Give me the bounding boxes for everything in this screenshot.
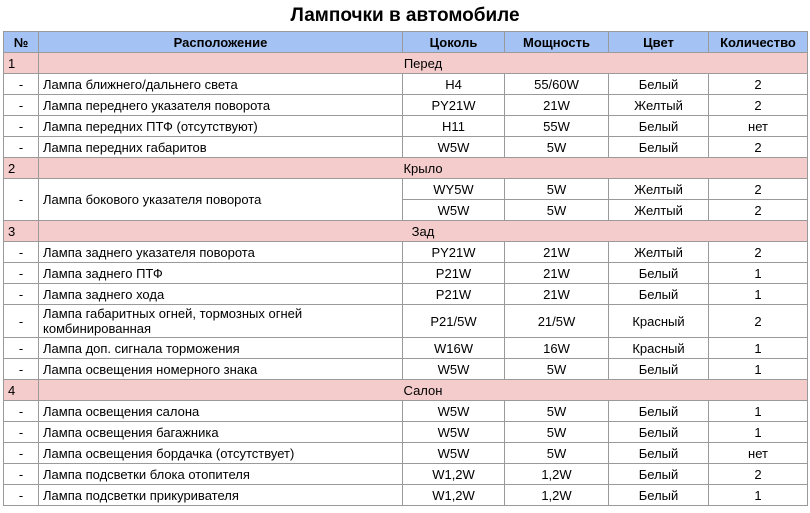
row-location: Лампа подсветки прикуривателя xyxy=(39,485,403,506)
row-color: Красный xyxy=(609,305,709,338)
table-row xyxy=(4,401,808,422)
row-location: Лампа освещения бордачка (отсутствует) xyxy=(39,443,403,464)
row-power: 16W xyxy=(505,338,609,359)
row-power: 5W xyxy=(505,401,609,422)
row-power: 5W xyxy=(505,200,609,221)
header-row xyxy=(4,32,808,53)
row-qty: 2 xyxy=(709,74,808,95)
row-num: - xyxy=(4,338,39,359)
row-color: Белый xyxy=(609,284,709,305)
row-color: Белый xyxy=(609,443,709,464)
row-num: - xyxy=(4,422,39,443)
row-location: Лампа доп. сигнала торможения xyxy=(39,338,403,359)
row-power: 21W xyxy=(505,242,609,263)
row-num: - xyxy=(4,359,39,380)
row-qty: 2 xyxy=(709,305,808,338)
row-color: Желтый xyxy=(609,95,709,116)
row-socket: P21/5W xyxy=(403,305,505,338)
row-socket: W16W xyxy=(403,338,505,359)
header-power: Мощность xyxy=(505,32,609,53)
row-num: - xyxy=(4,305,39,338)
row-power: 21W xyxy=(505,284,609,305)
row-socket: H11 xyxy=(403,116,505,137)
section-name: Перед xyxy=(39,53,808,74)
row-color: Белый xyxy=(609,401,709,422)
table-row xyxy=(4,263,808,284)
table-row xyxy=(4,95,808,116)
section-num: 3 xyxy=(4,221,39,242)
row-location: Лампа ближнего/дальнего света xyxy=(39,74,403,95)
row-qty: 2 xyxy=(709,179,808,200)
table-row xyxy=(4,242,808,263)
row-power: 55/60W xyxy=(505,74,609,95)
table-row xyxy=(4,422,808,443)
row-location: Лампа переднего указателя поворота xyxy=(39,95,403,116)
row-power: 21/5W xyxy=(505,305,609,338)
row-location: Лампа освещения салона xyxy=(39,401,403,422)
row-qty: 2 xyxy=(709,95,808,116)
row-socket: W5W xyxy=(403,443,505,464)
section-num: 4 xyxy=(4,380,39,401)
row-socket: W1,2W xyxy=(403,464,505,485)
row-color: Красный xyxy=(609,338,709,359)
section-name: Зад xyxy=(39,221,808,242)
row-location: Лампа габаритных огней, тормозных огней комбинированная xyxy=(39,305,403,338)
header-color: Цвет xyxy=(609,32,709,53)
row-qty: 2 xyxy=(709,200,808,221)
row-qty: 2 xyxy=(709,464,808,485)
section-row-front xyxy=(4,53,808,74)
row-power: 5W xyxy=(505,359,609,380)
row-location: Лампа освещения багажника xyxy=(39,422,403,443)
table-row xyxy=(4,179,808,200)
row-qty: 2 xyxy=(709,137,808,158)
table-row xyxy=(4,137,808,158)
row-color: Белый xyxy=(609,422,709,443)
row-num: - xyxy=(4,464,39,485)
row-qty: нет xyxy=(709,443,808,464)
row-location: Лампа передних габаритов xyxy=(39,137,403,158)
row-power: 5W xyxy=(505,443,609,464)
row-num: - xyxy=(4,95,39,116)
row-location: Лампа заднего хода xyxy=(39,284,403,305)
section-name: Салон xyxy=(39,380,808,401)
row-color: Белый xyxy=(609,263,709,284)
row-socket: P21W xyxy=(403,284,505,305)
table-row xyxy=(4,284,808,305)
row-qty: 1 xyxy=(709,422,808,443)
header-num: № xyxy=(4,32,39,53)
row-qty: 2 xyxy=(709,242,808,263)
row-num: - xyxy=(4,485,39,506)
row-location: Лампа бокового указателя поворота xyxy=(39,179,403,221)
header-location: Расположение xyxy=(39,32,403,53)
row-location: Лампа освещения номерного знака xyxy=(39,359,403,380)
row-qty: нет xyxy=(709,116,808,137)
row-socket: W5W xyxy=(403,359,505,380)
row-num: - xyxy=(4,284,39,305)
row-color: Желтый xyxy=(609,242,709,263)
row-socket: W5W xyxy=(403,401,505,422)
row-qty: 1 xyxy=(709,338,808,359)
header-socket: Цоколь xyxy=(403,32,505,53)
table-row xyxy=(4,464,808,485)
row-power: 1,2W xyxy=(505,485,609,506)
row-power: 21W xyxy=(505,263,609,284)
header-qty: Количество xyxy=(709,32,808,53)
row-color: Желтый xyxy=(609,179,709,200)
row-socket: W1,2W xyxy=(403,485,505,506)
row-num: - xyxy=(4,137,39,158)
row-color: Белый xyxy=(609,485,709,506)
row-socket: H4 xyxy=(403,74,505,95)
row-color: Белый xyxy=(609,464,709,485)
row-num: - xyxy=(4,443,39,464)
row-power: 5W xyxy=(505,422,609,443)
row-color: Белый xyxy=(609,137,709,158)
row-socket: W5W xyxy=(403,200,505,221)
bulbs-table xyxy=(3,31,808,506)
table-row xyxy=(4,338,808,359)
row-color: Белый xyxy=(609,74,709,95)
table-row xyxy=(4,443,808,464)
row-color: Белый xyxy=(609,116,709,137)
row-num: - xyxy=(4,401,39,422)
row-qty: 1 xyxy=(709,401,808,422)
row-num: - xyxy=(4,263,39,284)
row-num: - xyxy=(4,242,39,263)
row-socket: PY21W xyxy=(403,95,505,116)
row-num: - xyxy=(4,116,39,137)
row-location: Лампа передних ПТФ (отсутствуют) xyxy=(39,116,403,137)
row-socket: WY5W xyxy=(403,179,505,200)
row-qty: 1 xyxy=(709,485,808,506)
table-row xyxy=(4,116,808,137)
row-power: 1,2W xyxy=(505,464,609,485)
row-num: - xyxy=(4,74,39,95)
row-socket: PY21W xyxy=(403,242,505,263)
row-power: 5W xyxy=(505,179,609,200)
row-location: Лампа заднего указателя поворота xyxy=(39,242,403,263)
row-power: 21W xyxy=(505,95,609,116)
section-row-wing xyxy=(4,158,808,179)
table-row xyxy=(4,485,808,506)
table-row xyxy=(4,359,808,380)
section-name: Крыло xyxy=(39,158,808,179)
row-socket: W5W xyxy=(403,422,505,443)
page-title: Лампочки в автомобиле xyxy=(290,5,520,26)
row-power: 5W xyxy=(505,137,609,158)
row-color: Желтый xyxy=(609,200,709,221)
row-location: Лампа подсветки блока отопителя xyxy=(39,464,403,485)
row-socket: W5W xyxy=(403,137,505,158)
table-row xyxy=(4,74,808,95)
row-qty: 1 xyxy=(709,263,808,284)
row-qty: 1 xyxy=(709,284,808,305)
row-qty: 1 xyxy=(709,359,808,380)
row-power: 55W xyxy=(505,116,609,137)
section-num: 2 xyxy=(4,158,39,179)
row-color: Белый xyxy=(609,359,709,380)
section-row-cabin xyxy=(4,380,808,401)
row-socket: P21W xyxy=(403,263,505,284)
section-num: 1 xyxy=(4,53,39,74)
section-row-rear xyxy=(4,221,808,242)
table-row xyxy=(4,305,808,338)
row-num: - xyxy=(4,179,39,221)
row-location: Лампа заднего ПТФ xyxy=(39,263,403,284)
